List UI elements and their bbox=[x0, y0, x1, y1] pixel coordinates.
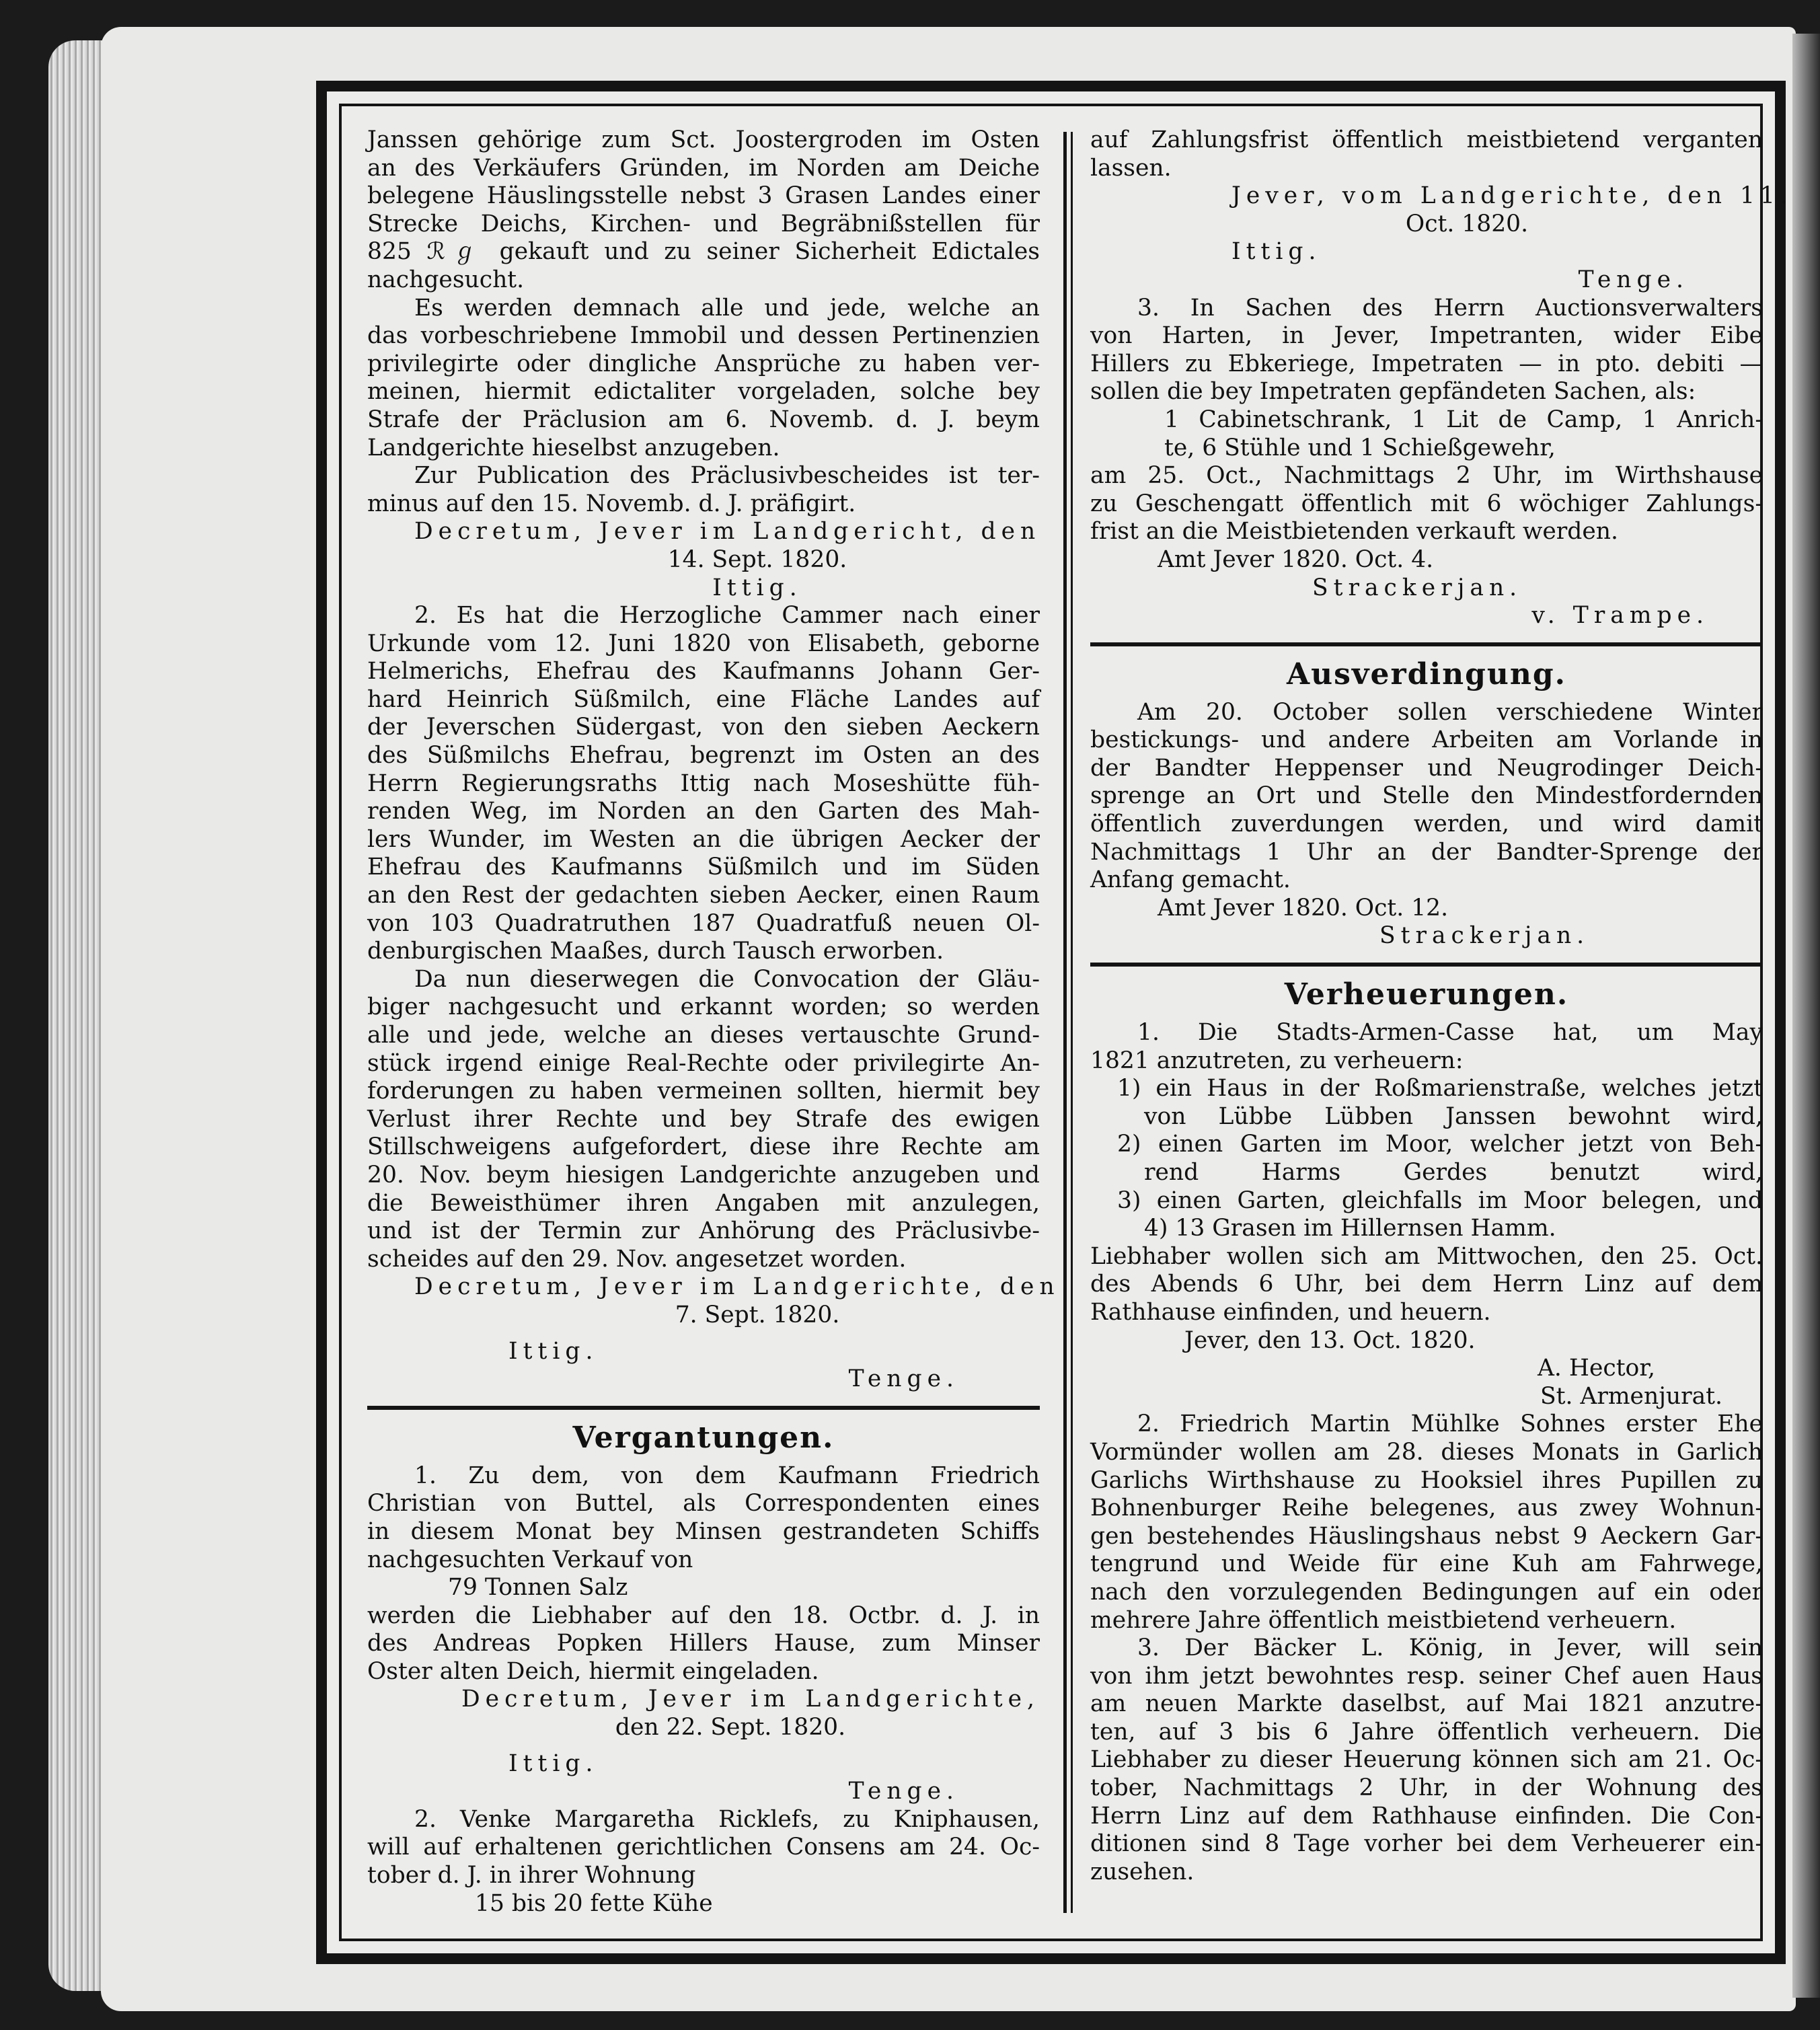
text-line: Strecke Deichs, Kirchen- und Begräbnißstellen für bbox=[367, 210, 1040, 237]
text-line: 3) einen Garten, gleichfalls im Moor belegen, und bbox=[1117, 1187, 1763, 1214]
verheuerung-2-paragraph bbox=[1090, 1411, 1763, 1634]
text-line: sollen die bey Impetraten gepfändeten Sachen, als: bbox=[1090, 378, 1696, 406]
text-line: Urkunde vom 12. Juni 1820 von Elisabeth, geborne bbox=[367, 630, 1040, 657]
text-line: rend Harms Gerdes benutzt wird, bbox=[1144, 1159, 1763, 1186]
text-line: 2. Friedrich Martin Mühlke Sohnes erster Ehe bbox=[1137, 1411, 1763, 1438]
decretum-line-1: Decretum, Jever im Landgericht, den bbox=[414, 518, 1041, 546]
text-line: sprenge an Ort und Stelle den Mindestfordernden bbox=[1090, 782, 1763, 810]
text-line: nach den vorzulegenden Bedingungen auf ein oder bbox=[1090, 1578, 1763, 1606]
text-line: privilegirte oder dingliche Ansprüche zu haben ver- bbox=[367, 350, 1040, 377]
text-line: 1. Die Stadts-Armen-Casse hat, um May bbox=[1137, 1019, 1763, 1047]
decretum-date-1: 14. Sept. 1820. bbox=[667, 546, 847, 573]
signature-tenge-3: Tenge. bbox=[848, 1778, 959, 1805]
intro-paragraph bbox=[367, 126, 1040, 295]
amt-date-1: Amt Jever 1820. Oct. 4. bbox=[1158, 546, 1434, 573]
text-line: in diesem Monat bey Minsen gestrandeten Schiffs bbox=[367, 1517, 1040, 1545]
signature-ittig-2: Ittig. bbox=[508, 1337, 599, 1365]
vergantung-2-goods: 15 bis 20 fette Kühe bbox=[475, 1889, 713, 1917]
ausverdingung-paragraph bbox=[1090, 699, 1763, 895]
verheuerung-1-list bbox=[1090, 1075, 1763, 1243]
continuation-paragraph bbox=[1090, 126, 1763, 182]
text-line: Garlichs Wirthshause zu Hooksiel ihres Pupillen zu bbox=[1090, 1466, 1763, 1494]
text-line: Anfang gemacht. bbox=[1090, 866, 1291, 894]
vergantung-2-paragraph bbox=[367, 1806, 1040, 1890]
text-line: tengrund und Weide für eine Kuh am Fahrwege, bbox=[1090, 1550, 1763, 1578]
text-line: des Abends 6 Uhr, bei dem Herrn Linz auf dem bbox=[1090, 1271, 1763, 1298]
text-line: Stillschweigens aufgefordert, diese ihre Rechte am bbox=[367, 1133, 1040, 1161]
verheuerung-3-paragraph bbox=[1090, 1634, 1763, 1886]
signature-ittig-1: Ittig. bbox=[712, 574, 802, 601]
page-right-edge bbox=[1792, 34, 1820, 1998]
text-line: von 103 Quadratruthen 187 Quadratfuß neuen Ol- bbox=[367, 909, 1040, 937]
right-column bbox=[1090, 126, 1793, 1926]
text-line: Janssen gehörige zum Sct. Joostergroden im Osten bbox=[367, 126, 1040, 153]
text-line: Am 20. October sollen verschiedene Winter bbox=[1137, 698, 1763, 726]
text-line: Da nun dieserwegen die Convocation der Gläu- bbox=[414, 965, 1040, 993]
text-line: gen bestehendes Häuslingshaus nebst 9 Aeckern Gar- bbox=[1090, 1522, 1763, 1550]
text-line: lassen. bbox=[1090, 154, 1172, 182]
text-line: an den Rest der gedachten sieben Aecker, einen Raum bbox=[367, 882, 1040, 909]
text-line: am 25. Oct., Nachmittags 2 Uhr, im Wirthshause bbox=[1090, 462, 1763, 490]
text-line: der Bandter Heppenser und Neugrodinger Deich- bbox=[1090, 754, 1763, 782]
text-line: an des Verkäufers Gründen, im Norden am Deiche bbox=[367, 154, 1040, 182]
text-line: hard Heinrich Süßmilch, eine Fläche Landes auf bbox=[367, 685, 1040, 713]
item-2-paragraph bbox=[367, 602, 1040, 966]
text-line: von Harten, in Jever, Impetranten, wider Eibe bbox=[1090, 322, 1763, 350]
text-line: alle und jede, welche an dieses vertauschte Grund- bbox=[367, 1022, 1040, 1049]
date-line-r4: Jever, den 13. Oct. 1820. bbox=[1184, 1326, 1476, 1354]
item-3-paragraph bbox=[1090, 295, 1763, 406]
text-line: nachgesucht. bbox=[367, 266, 525, 293]
text-line: biger nachgesucht und erkannt worden; so werden bbox=[367, 993, 1040, 1021]
text-line: scheides auf den 29. Nov. angesetzet worden. bbox=[367, 1245, 907, 1273]
vergantung-1-invitation bbox=[367, 1602, 1040, 1686]
text-line: des Andreas Popken Hillers Hause, zum Minser bbox=[367, 1630, 1040, 1657]
text-line: mehrere Jahre öffentlich meistbietend verheuern. bbox=[1090, 1606, 1677, 1634]
verheuerung-1-invitation bbox=[1090, 1243, 1763, 1327]
text-line: Helmerichs, Ehefrau des Kaufmanns Johann Ger- bbox=[367, 658, 1040, 685]
text-line: denburgischen Maaßes, durch Tausch erworben. bbox=[367, 938, 944, 965]
text-line: 825 ℛℊ gekauft und zu seiner Sicherheit Edictales bbox=[367, 238, 1040, 266]
text-line: 2. Es hat die Herzogliche Cammer nach einer bbox=[414, 602, 1040, 630]
section-rule-ausverdingung bbox=[1090, 642, 1763, 646]
vergantung-1-goods: 79 Tonnen Salz bbox=[448, 1574, 628, 1602]
text-line: Oster alten Deich, hiermit eingeladen. bbox=[367, 1657, 819, 1685]
signature-strackerjan-1: Strackerjan. bbox=[1312, 574, 1523, 601]
text-line: tober d. J. in ihrer Wohnung bbox=[367, 1862, 696, 1889]
text-line: renden Weg, im Norden an den Garten des Mah- bbox=[367, 798, 1040, 825]
text-line: Nachmittags 1 Uhr an der Bandter-Sprenge der bbox=[1090, 838, 1763, 866]
heading-ausverdingung: Ausverdingung. bbox=[1287, 656, 1566, 691]
heading-verheuerungen: Verheuerungen. bbox=[1284, 977, 1569, 1012]
signature-ittig-3: Ittig. bbox=[508, 1750, 599, 1777]
text-line: Landgerichte hieselbst anzugeben. bbox=[367, 434, 780, 461]
verheuerung-1-paragraph bbox=[1090, 1019, 1763, 1075]
text-line: ditionen sind 8 Tage vorher bei dem Verheuerer ein- bbox=[1090, 1830, 1763, 1858]
text-line: Herrn Regierungsraths Ittig nach Moseshütte füh- bbox=[367, 769, 1040, 797]
text-line: Vormünder wollen am 28. dieses Monats in Garlich bbox=[1090, 1438, 1763, 1466]
decretum-date-3: den 22. Sept. 1820. bbox=[615, 1714, 846, 1741]
text-line: die Beweisthümer ihren Angaben mit anzulegen, bbox=[367, 1189, 1040, 1217]
text-line: belegene Häuslingsstelle nebst 3 Grasen Landes einer bbox=[367, 182, 1040, 210]
text-line: 2) einen Garten im Moor, welcher jetzt von Beh- bbox=[1117, 1131, 1763, 1158]
vergantung-1-paragraph bbox=[367, 1462, 1040, 1574]
text-line: Hillers zu Ebkeriege, Impetraten — in pto. debiti — bbox=[1090, 350, 1763, 377]
text-line: auf Zahlungsfrist öffentlich meistbietend verganten bbox=[1090, 126, 1763, 153]
text-line: forderungen zu haben vermeinen sollten, hiermit bey bbox=[367, 1078, 1040, 1105]
signature-hector: A. Hector, bbox=[1538, 1355, 1655, 1382]
text-line: tober, Nachmittags 2 Uhr, in der Wohnung des bbox=[1090, 1774, 1763, 1802]
text-line: Liebhaber wollen sich am Mittwochen, den 25. Oct. bbox=[1090, 1242, 1763, 1270]
decretum-date-2: 7. Sept. 1820. bbox=[675, 1301, 840, 1328]
left-column bbox=[367, 126, 1060, 1926]
text-line: Rathhause einfinden, und heuern. bbox=[1090, 1298, 1491, 1326]
text-line: und ist der Termin zur Anhörung des Präclusivbe- bbox=[367, 1217, 1040, 1245]
signature-tenge-r1: Tenge. bbox=[1578, 266, 1689, 293]
text-line: 20. Nov. beym hiesigen Landgerichte anzugeben und bbox=[367, 1161, 1040, 1189]
text-line: te, 6 Stühle und 1 Schießgewehr, bbox=[1164, 434, 1556, 461]
text-line: Verlust ihrer Rechte und bey Strafe des ewigen bbox=[367, 1105, 1040, 1133]
text-line: Herrn Linz auf dem Rathhause einfinden. Die Con- bbox=[1090, 1802, 1763, 1830]
text-line: frist an die Meistbietenden verkauft werden. bbox=[1090, 518, 1618, 546]
amt-date-2: Amt Jever 1820. Oct. 12. bbox=[1158, 894, 1449, 922]
text-line: Es werden demnach alle und jede, welche an bbox=[414, 294, 1040, 322]
section-rule-vergantungen bbox=[367, 1406, 1040, 1410]
item-2-convocation-paragraph bbox=[367, 966, 1040, 1274]
page-frame bbox=[316, 81, 1793, 1964]
signature-armenjurat: St. Armenjurat. bbox=[1540, 1382, 1722, 1410]
text-line: 4) 13 Grasen im Hillernsen Hamm. bbox=[1144, 1215, 1556, 1242]
decretum-line-3: Decretum, Jever im Landgerichte, bbox=[461, 1686, 1040, 1713]
text-line: minus auf den 15. Novemb. d. J. präfigirt. bbox=[367, 490, 856, 517]
text-line: 1) ein Haus in der Roßmarienstraße, welches jetzt bbox=[1117, 1075, 1763, 1102]
place-date-line-1: Jever, vom Landgerichte, den 11. bbox=[1231, 182, 1793, 210]
text-line: lers Wunder, im Westen an die übrigen Aecker der bbox=[367, 825, 1040, 853]
text-line: Ehefrau des Kaufmanns Süßmilch und im Süden bbox=[367, 854, 1040, 881]
heading-vergantungen: Vergantungen. bbox=[572, 1420, 835, 1455]
signature-tenge-2: Tenge. bbox=[848, 1365, 959, 1393]
edictal-summons-paragraph bbox=[367, 295, 1040, 463]
signature-ittig-r1: Ittig. bbox=[1231, 238, 1322, 266]
signature-trampe: v. Trampe. bbox=[1531, 602, 1709, 630]
text-line: zusehen. bbox=[1090, 1858, 1195, 1885]
publication-paragraph bbox=[367, 462, 1040, 518]
text-line: werden die Liebhaber auf den 18. Octbr. d. J. in bbox=[367, 1602, 1040, 1629]
text-line: zu Geschengatt öffentlich mit 6 wöchiger Zahlungs- bbox=[1090, 490, 1763, 517]
date-line-1: Oct. 1820. bbox=[1405, 210, 1529, 237]
column-divider bbox=[1063, 132, 1073, 1913]
text-line: 3. Der Bäcker L. König, in Jever, will sein bbox=[1137, 1634, 1763, 1662]
text-line: 2. Venke Margaretha Ricklefs, zu Kniphausen, bbox=[414, 1805, 1040, 1833]
signature-strackerjan-2: Strackerjan. bbox=[1379, 922, 1590, 950]
section-rule-verheuerungen bbox=[1090, 963, 1763, 967]
text-line: nachgesuchten Verkauf von bbox=[367, 1546, 693, 1573]
text-line: Liebhaber zu dieser Heuerung können sich am 21. Oc- bbox=[1090, 1746, 1763, 1774]
text-line: 3. In Sachen des Herrn Auctionsverwalters bbox=[1137, 294, 1763, 322]
text-line: bestickungs- und andere Arbeiten am Vorlande in bbox=[1090, 726, 1763, 754]
item-3-goods bbox=[1090, 406, 1763, 462]
text-line: der Jeverschen Südergast, von den sieben Aeckern bbox=[367, 714, 1040, 741]
text-line: das vorbeschriebene Immobil und dessen Pertinenzien bbox=[367, 322, 1040, 350]
text-line: öffentlich zuverdungen werden, und wird damit bbox=[1090, 811, 1763, 838]
text-line: Zur Publication des Präclusivbescheides ist ter- bbox=[414, 462, 1040, 490]
text-line: Strafe der Präclusion am 6. Novemb. d. J. beym bbox=[367, 406, 1040, 433]
text-line: stück irgend einige Real-Rechte oder privilegirte An- bbox=[367, 1049, 1040, 1077]
text-line: 1821 anzutreten, zu verheuern: bbox=[1090, 1047, 1464, 1074]
item-3-sale-terms bbox=[1090, 462, 1763, 546]
text-line: von Lübbe Lübben Janssen bewohnt wird, bbox=[1144, 1102, 1763, 1130]
text-line: will auf erhaltenen gerichtlichen Consens am 24. Oc- bbox=[367, 1834, 1040, 1861]
text-line: 1 Cabinetschrank, 1 Lit de Camp, 1 Anrich- bbox=[1164, 406, 1763, 433]
text-line: Bohnenburger Reihe belegenes, aus zwey Wohnun- bbox=[1090, 1495, 1763, 1522]
text-line: ten, auf 3 bis 6 Jahre öffentlich verheuern. Die bbox=[1090, 1718, 1763, 1745]
decretum-line-2: Decretum, Jever im Landgerichte, den bbox=[414, 1273, 1060, 1301]
text-line: 1. Zu dem, von dem Kaufmann Friedrich bbox=[414, 1462, 1040, 1489]
text-line: am neuen Markte daselbst, auf Mai 1821 anzutre- bbox=[1090, 1690, 1763, 1718]
text-line: Christian von Buttel, als Correspondenten eines bbox=[367, 1490, 1040, 1517]
text-line: meinen, hiermit edictaliter vorgeladen, solche bey bbox=[367, 378, 1040, 406]
text-line: des Süßmilchs Ehefrau, begrenzt im Osten an des bbox=[367, 742, 1040, 769]
text-line: von ihm jetzt bewohntes resp. seiner Chef auen Haus bbox=[1090, 1662, 1763, 1690]
